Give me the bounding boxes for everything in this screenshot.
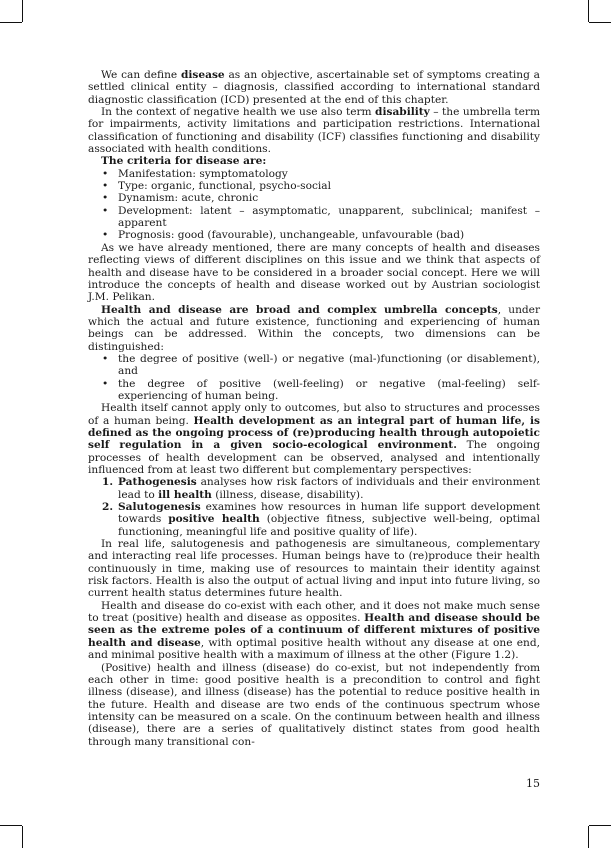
dimensions-list xyxy=(88,353,540,402)
paragraph: We can define disease as an objective, ascertainable set of symptoms creating a settled clinical entity – diagnosis, classified according to international standard diagnostic classification (ICD) presented at the end of this chapter. xyxy=(88,69,540,106)
paragraph: Health and disease do co-exist with each other, and it does not make much sense to treat (positive) health and disease as opposites. Health and disease should be seen as the extreme poles of a continuum of different mixtures of positive health and disease, with optimal positive health without any disease at one end, and minimal positive health with a maximum of illness at the other (Figure 1.2). xyxy=(88,599,541,662)
crop-mark xyxy=(588,0,589,22)
page-body xyxy=(88,69,540,748)
crop-mark xyxy=(22,0,23,22)
crop-mark xyxy=(0,22,22,23)
perspectives-list xyxy=(88,476,540,538)
paragraph: In the context of negative health we use also term disability – the umbrella term for impairments, activity limitations and participation restrictions. International classification of functioning and disability (ICF) classifies functioning and disability associated with health conditions. xyxy=(88,106,541,156)
paragraph: In real life, salutogenesis and pathogenesis are simultaneous, complementary and interacting real life processes. Human beings have to (re)produce their health continuously in time, making use of resources to maintain their identity against risk factors. Health is also the output of actual living and input into future living, so current health status determines future health. xyxy=(88,538,540,600)
criteria-heading: The criteria for disease are: xyxy=(101,155,267,168)
list-item: • Manifestation: symptomatology xyxy=(118,168,540,180)
list-item: 1. Pathogenesis analyses how risk factors of individuals and their environment lead to ill health (illness, disease, disability). xyxy=(102,476,540,501)
paragraph: (Positive) health and illness (disease) do co-exist, but not independently from each other in time: good positive health is a precondition to control and fight illness (disease), and illness (disease) has the potential to reduce positive health in the future. Health and disease are two ends of the continuous spectrum whose intensity can be measured on a scale. On the continuum between health and illness (disease), there are a series of qualitatively distinct states from good health through many transitional con- xyxy=(88,661,540,748)
crop-mark xyxy=(0,825,22,826)
crop-mark xyxy=(589,22,611,23)
list-item: • Development: latent – asymptomatic, unapparent, subclinical; manifest – apparent xyxy=(118,205,540,230)
crop-mark xyxy=(589,825,611,826)
paragraph: Health itself cannot apply only to outcomes, but also to structures and processes of a human being. Health development as an integral part of human life, is defined as the ongoing process of (re)producing health through autopoietic self regulation in a given socio-ecological environment. The ongoing processes of health development can be observed, analysed and intentionally influenced from at least two different but complementary perspectives: xyxy=(88,402,541,476)
crop-mark xyxy=(22,826,23,848)
list-item: • Prognosis: good (favourable), unchangeable, unfavourable (bad) xyxy=(118,229,540,241)
list-item: • Dynamism: acute, chronic xyxy=(118,192,540,204)
list-item: • the degree of positive (well-feeling) or negative (mal-feeling) self-experiencing of human being. xyxy=(118,378,540,403)
criteria-list xyxy=(88,168,540,242)
paragraph: As we have already mentioned, there are many concepts of health and diseases reflecting views of different disciplines on this issue and we think that aspects of health and disease have to be considered in a broader social concept. Here we will introduce the concepts of health and disease worked out by Austrian sociologist J.M. Pelikan. xyxy=(88,241,540,304)
list-item: 2. Salutogenesis examines how resources in human life support development towards positive health (objective fitness, subjective well-being, optimal functioning, meaningful life and positive quality of life). xyxy=(102,501,541,538)
page-number: 15 xyxy=(526,777,540,790)
list-item: • Type: organic, functional, psycho-social xyxy=(118,180,540,192)
crop-mark xyxy=(588,826,589,848)
paragraph: Health and disease are broad and complex umbrella concepts, under which the actual and future existence, functioning and experiencing of human beings can be addressed. Within the concepts, two dimensions can be distinguished: xyxy=(88,303,541,353)
list-item: • the degree of positive (well-) or negative (mal-)functioning (or disablement), and xyxy=(118,353,540,378)
